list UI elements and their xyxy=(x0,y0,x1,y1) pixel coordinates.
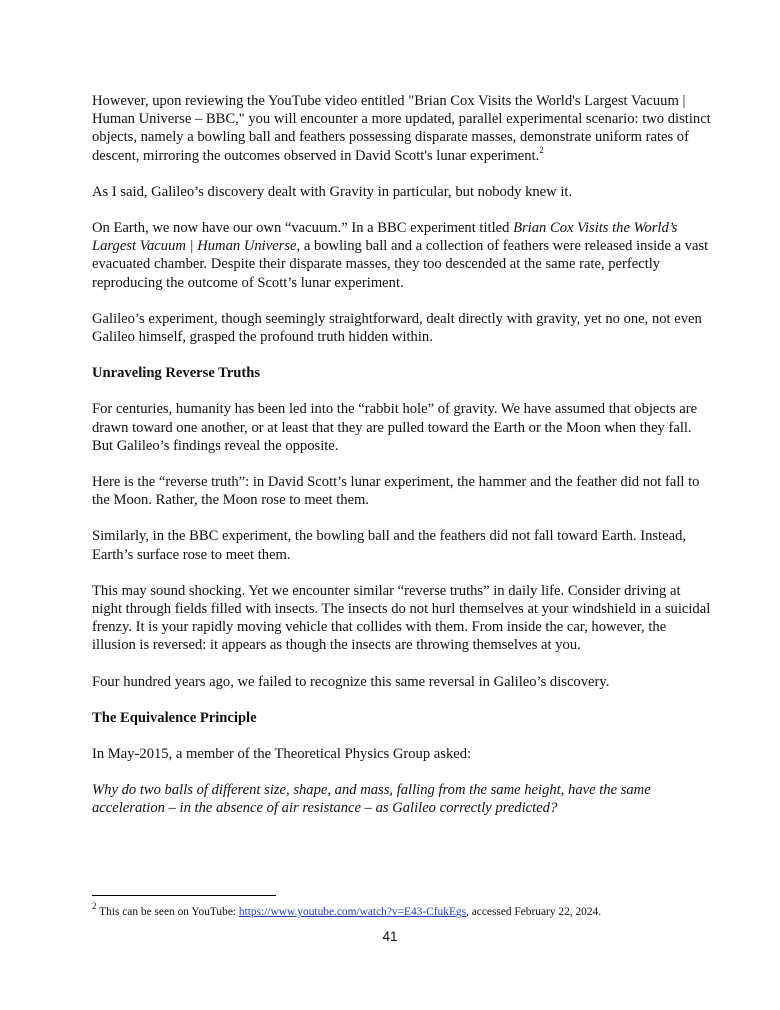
footnote-separator xyxy=(92,895,276,896)
quoted-question-italic xyxy=(92,781,712,817)
paragraph-four-hundred-years: Four hundred years ago, we failed to recognize this same reversal in Galileo’s discovery. xyxy=(92,673,610,690)
video-title-italic: Brian Cox Visits the World’s Largest Vacuum | Human Universe xyxy=(92,220,678,255)
footnote-text: This can be seen on YouTube: xyxy=(96,906,239,918)
paragraph-galileo-experiment: Galileo’s experiment, though seemingly straightforward, dealt directly with gravity, yet no one, not even Galileo himself, grasped the profound truth hidden within. xyxy=(92,310,702,346)
page-number: 41 xyxy=(382,929,398,944)
footnote-text-end: , accessed February 22, 2024. xyxy=(466,906,602,918)
paragraph-text: , a bowling ball and a collection of feathers were released inside a vast evacuated chamber. Despite their disparate masses, they too descended at the same rate, perfectly reproducing the outcome of Scott’s lunar experiment. xyxy=(92,238,709,291)
footnote-reference[interactable]: 2 xyxy=(539,144,544,155)
paragraph-earth-vacuum xyxy=(92,219,712,292)
paragraph-bbc-similarly: Similarly, in the BBC experiment, the bowling ball and the feathers did not fall toward Earth. Instead, Earth’s surface rose to meet them. xyxy=(92,528,687,563)
section-heading-reverse-truths: Unraveling Reverse Truths xyxy=(92,365,261,382)
body-content xyxy=(92,92,712,836)
paragraph-text: On Earth, we now have our own “vacuum.” In a BBC experiment titled xyxy=(92,220,514,237)
paragraph-bbc-video xyxy=(92,92,712,165)
paragraph-galileo-gravity: As I said, Galileo’s discovery dealt with Gravity in particular, but nobody knew it. xyxy=(92,183,573,200)
footnote-number: 2 xyxy=(92,901,97,912)
question-text: Why do two balls of different size, shape, and mass, falling from the same height, have the same acceleration – in the absence of air resistance – as Galileo correctly predicted? xyxy=(92,782,651,817)
paragraph-rabbit-hole: For centuries, humanity has been led into the “rabbit hole” of gravity. We have assumed that objects are drawn toward one another, or at least that they are pulled toward the Earth or the Moon when they fall. But Galileo’s findings reveal the opposite. xyxy=(92,401,698,454)
paragraph-reverse-truth: Here is the “reverse truth”: in David Scott’s lunar experiment, the hammer and the feather did not fall to the Moon. Rather, the Moon rose to meet them. xyxy=(92,474,700,509)
paragraph-may-2015: In May-2015, a member of the Theoretical Physics Group asked: xyxy=(92,746,472,763)
youtube-link[interactable]: https://www.youtube.com/watch?v=E43-CfukEgs xyxy=(238,906,467,918)
section-heading-equivalence-principle: The Equivalence Principle xyxy=(92,709,257,726)
footnote xyxy=(92,901,732,919)
paragraph-text: However, upon reviewing the YouTube video entitled "Brian Cox Visits the World's Largest Vacuum | Human Universe – BBC," you will encounter a more updated, parallel experimental scenario: two distinct objects, namely a bowling ball and feathers possessing disparate masses, demonstrate uniform rates of descent, mirroring the outcomes observed in David Scott's lunar experiment. xyxy=(92,93,711,164)
paragraph-insects: This may sound shocking. Yet we encounter similar “reverse truths” in daily life. Consider driving at night through fields filled with insects. The insects do not hurl themselves at your windshield in a suicidal frenzy. It is your rapidly moving vehicle that collides with them. From inside the car, however, the illusion is reversed: it appears as though the insects are throwing themselves at you. xyxy=(92,582,711,654)
